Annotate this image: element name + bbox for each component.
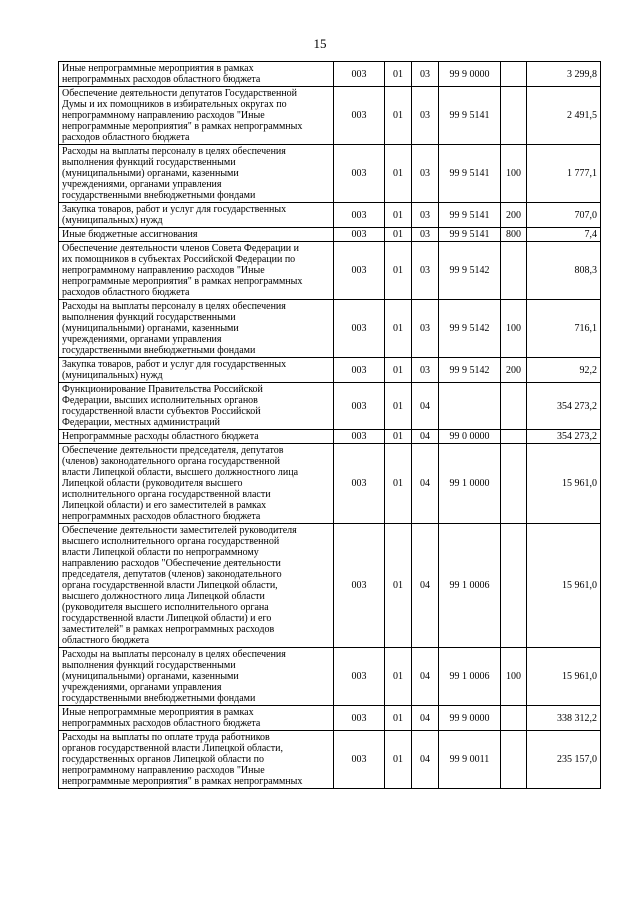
expense-name-line: Расходы на выплаты по оплате труда работников	[62, 732, 270, 743]
cell-target-article-code: 99 1 0006	[439, 648, 501, 706]
expense-name-line: (муниципальными) органами, казенными	[62, 671, 239, 682]
cell-expense-name	[59, 62, 334, 87]
expense-name-line: власти Липецкой области, высшего должностного лица	[62, 467, 299, 478]
expense-name-line: Липецкой области) и его заместителей в рамках	[62, 500, 267, 511]
cell-target-article-code: 99 9 5141	[439, 203, 501, 228]
expense-name-line: Закупка товаров, работ и услуг для государственных	[62, 359, 287, 370]
cell-target-article-code	[439, 383, 501, 430]
expense-name-line: (членов) законодательного органа государственной	[62, 456, 280, 467]
cell-subsection-code: 04	[412, 648, 439, 706]
cell-expense-type-code: 200	[501, 203, 527, 228]
expense-name-line: непрограммному направлению расходов "Иные	[62, 265, 265, 276]
cell-amount: 354 273,2	[527, 430, 601, 444]
cell-expense-type-code	[501, 731, 527, 789]
cell-section-code: 01	[385, 524, 412, 648]
cell-expense-name	[59, 203, 334, 228]
cell-target-article-code: 99 9 5141	[439, 145, 501, 203]
cell-ministry-code: 003	[334, 145, 385, 203]
expense-name-line: высшего исполнительного органа государственной	[62, 536, 280, 547]
expense-name-line: органа государственной власти Липецкой области,	[62, 580, 278, 591]
cell-expense-type-code: 100	[501, 648, 527, 706]
cell-target-article-code: 99 9 5142	[439, 242, 501, 300]
cell-expense-type-code	[501, 444, 527, 524]
cell-section-code: 01	[385, 358, 412, 383]
cell-expense-name	[59, 706, 334, 731]
cell-amount: 338 312,2	[527, 706, 601, 731]
table-row	[59, 358, 601, 383]
cell-expense-type-code	[501, 87, 527, 145]
cell-target-article-code: 99 9 0000	[439, 62, 501, 87]
expense-name-line: выполнения функций государственными	[62, 660, 236, 671]
expense-name-line: государственных органов Липецкой области по	[62, 754, 265, 765]
cell-expense-name	[59, 358, 334, 383]
cell-section-code: 01	[385, 203, 412, 228]
cell-expense-type-code	[501, 242, 527, 300]
cell-expense-name	[59, 145, 334, 203]
cell-ministry-code: 003	[334, 648, 385, 706]
expense-name-line: (муниципальными) органами, казенными	[62, 168, 239, 179]
cell-target-article-code: 99 0 0000	[439, 430, 501, 444]
expense-name-line: учреждениями, органами управления	[62, 682, 222, 693]
expense-name-line: (муниципальных) нужд	[62, 370, 163, 381]
cell-section-code: 01	[385, 145, 412, 203]
cell-expense-name	[59, 228, 334, 242]
cell-amount: 92,2	[527, 358, 601, 383]
cell-amount: 7,4	[527, 228, 601, 242]
cell-expense-name	[59, 383, 334, 430]
table-row	[59, 242, 601, 300]
cell-target-article-code: 99 1 0000	[439, 444, 501, 524]
cell-section-code: 01	[385, 444, 412, 524]
cell-section-code: 01	[385, 62, 412, 87]
cell-section-code: 01	[385, 383, 412, 430]
expense-name-line: (руководителя высшего исполнительного органа	[62, 602, 269, 613]
cell-subsection-code: 03	[412, 62, 439, 87]
cell-ministry-code: 003	[334, 87, 385, 145]
cell-ministry-code: 003	[334, 62, 385, 87]
cell-subsection-code: 03	[412, 242, 439, 300]
cell-expense-name	[59, 524, 334, 648]
cell-amount: 15 961,0	[527, 444, 601, 524]
expense-name-line: их помощников в субъектах Российской Федерации по	[62, 254, 296, 265]
expense-name-line: государственной власти субъектов Российской	[62, 406, 261, 417]
cell-expense-type-code: 200	[501, 358, 527, 383]
cell-expense-type-code	[501, 383, 527, 430]
cell-subsection-code: 04	[412, 731, 439, 789]
cell-amount: 808,3	[527, 242, 601, 300]
budget-table-body	[59, 62, 601, 789]
expense-name-line: непрограммному направлению расходов "Иные	[62, 110, 265, 121]
cell-section-code: 01	[385, 242, 412, 300]
cell-expense-type-code	[501, 430, 527, 444]
expense-name-line: государственными внебюджетными фондами	[62, 190, 256, 201]
table-row	[59, 383, 601, 430]
table-row	[59, 444, 601, 524]
table-row	[59, 228, 601, 242]
expense-name-line: исполнительного органа государственной власти	[62, 489, 271, 500]
expense-name-line: непрограммные мероприятия" в рамках непрограммных	[62, 276, 303, 287]
cell-target-article-code: 99 9 5141	[439, 87, 501, 145]
table-row	[59, 731, 601, 789]
cell-amount: 15 961,0	[527, 524, 601, 648]
expense-name-line: Думы и их помощников в избирательных округах по	[62, 99, 287, 110]
cell-subsection-code: 03	[412, 87, 439, 145]
expense-name-line: Иные непрограммные мероприятия в рамках	[62, 707, 254, 718]
cell-expense-name	[59, 430, 334, 444]
cell-target-article-code: 99 9 5142	[439, 300, 501, 358]
expense-name-line: Обеспечение деятельности депутатов Государственной	[62, 88, 298, 99]
expense-name-line: государственной власти Липецкой области) и его	[62, 613, 272, 624]
table-row	[59, 300, 601, 358]
cell-section-code: 01	[385, 648, 412, 706]
table-row	[59, 62, 601, 87]
expense-name-line: Липецкой области (руководителя высшего	[62, 478, 243, 489]
cell-expense-name	[59, 648, 334, 706]
cell-subsection-code: 03	[412, 300, 439, 358]
budget-table	[58, 61, 601, 789]
expense-name-line: государственными внебюджетными фондами	[62, 693, 256, 704]
cell-subsection-code: 04	[412, 706, 439, 731]
expense-name-line: расходов областного бюджета	[62, 287, 190, 298]
expense-name-line: непрограммных расходов областного бюджета	[62, 74, 261, 85]
expense-name-line: Функционирование Правительства Российской	[62, 384, 263, 395]
cell-amount: 3 299,8	[527, 62, 601, 87]
cell-amount: 2 491,5	[527, 87, 601, 145]
cell-expense-type-code	[501, 62, 527, 87]
cell-ministry-code: 003	[334, 358, 385, 383]
cell-amount: 15 961,0	[527, 648, 601, 706]
cell-ministry-code: 003	[334, 242, 385, 300]
table-row	[59, 648, 601, 706]
cell-target-article-code: 99 9 5142	[439, 358, 501, 383]
expense-name-line: выполнения функций государственными	[62, 312, 236, 323]
expense-name-line: Федерации, высших исполнительных органов	[62, 395, 258, 406]
cell-subsection-code: 04	[412, 383, 439, 430]
expense-name-line: Непрограммные расходы областного бюджета	[62, 431, 259, 442]
expense-name-line: Обеспечение деятельности заместителей руководителя	[62, 525, 297, 536]
expense-name-line: Иные непрограммные мероприятия в рамках	[62, 63, 254, 74]
cell-target-article-code: 99 1 0006	[439, 524, 501, 648]
expense-name-line: учреждениями, органами управления	[62, 334, 222, 345]
expense-name-line: Расходы на выплаты персоналу в целях обеспечения	[62, 146, 286, 157]
cell-subsection-code: 04	[412, 444, 439, 524]
cell-ministry-code: 003	[334, 731, 385, 789]
expense-name-line: Закупка товаров, работ и услуг для государственных	[62, 204, 287, 215]
expense-name-line: председателя, депутатов (членов) законодательного	[62, 569, 282, 580]
cell-section-code: 01	[385, 430, 412, 444]
expense-name-line: органов государственной власти Липецкой области,	[62, 743, 283, 754]
cell-amount: 354 273,2	[527, 383, 601, 430]
expense-name-line: областного бюджета	[62, 635, 150, 646]
cell-amount: 1 777,1	[527, 145, 601, 203]
cell-subsection-code: 03	[412, 145, 439, 203]
expense-name-line: непрограммные мероприятия" в рамках непрограммных	[62, 776, 303, 787]
expense-name-line: непрограммные мероприятия" в рамках непрограммных	[62, 121, 303, 132]
table-row	[59, 706, 601, 731]
expense-name-line: Иные бюджетные ассигнования	[62, 229, 198, 240]
expense-name-line: власти Липецкой области по непрограммному	[62, 547, 259, 558]
expense-name-line: непрограммных расходов областного бюджета	[62, 511, 261, 522]
expense-name-line: Расходы на выплаты персоналу в целях обеспечения	[62, 301, 286, 312]
cell-ministry-code: 003	[334, 430, 385, 444]
expense-name-line: непрограммных расходов областного бюджета	[62, 718, 261, 729]
cell-section-code: 01	[385, 731, 412, 789]
expense-name-line: Федерации, местных администраций	[62, 417, 220, 428]
cell-ministry-code: 003	[334, 203, 385, 228]
expense-name-line: расходов областного бюджета	[62, 132, 190, 143]
page-number: 15	[313, 36, 327, 51]
cell-expense-type-code	[501, 706, 527, 731]
cell-ministry-code: 003	[334, 444, 385, 524]
cell-expense-name	[59, 731, 334, 789]
cell-ministry-code: 003	[334, 228, 385, 242]
expense-name-line: Расходы на выплаты персоналу в целях обеспечения	[62, 649, 286, 660]
cell-subsection-code: 03	[412, 203, 439, 228]
cell-subsection-code: 03	[412, 228, 439, 242]
cell-amount: 707,0	[527, 203, 601, 228]
expense-name-line: Обеспечение деятельности председателя, депутатов	[62, 445, 284, 456]
cell-expense-type-code	[501, 524, 527, 648]
cell-section-code: 01	[385, 87, 412, 145]
cell-target-article-code: 99 9 0011	[439, 731, 501, 789]
table-row	[59, 524, 601, 648]
cell-section-code: 01	[385, 300, 412, 358]
cell-subsection-code: 04	[412, 524, 439, 648]
expense-name-line: государственными внебюджетными фондами	[62, 345, 256, 356]
cell-target-article-code: 99 9 0000	[439, 706, 501, 731]
cell-amount: 716,1	[527, 300, 601, 358]
table-row	[59, 430, 601, 444]
expense-name-line: направлению расходов "Обеспечение деятельности	[62, 558, 281, 569]
expense-name-line: непрограммному направлению расходов "Иные	[62, 765, 265, 776]
cell-target-article-code: 99 9 5141	[439, 228, 501, 242]
cell-subsection-code: 04	[412, 430, 439, 444]
table-row	[59, 203, 601, 228]
cell-expense-name	[59, 444, 334, 524]
expense-name-line: Обеспечение деятельности членов Совета Федерации и	[62, 243, 300, 254]
cell-ministry-code: 003	[334, 524, 385, 648]
cell-expense-type-code: 100	[501, 300, 527, 358]
cell-subsection-code: 03	[412, 358, 439, 383]
cell-amount: 235 157,0	[527, 731, 601, 789]
expense-name-line: высшего должностного лица Липецкой области	[62, 591, 265, 602]
cell-expense-name	[59, 300, 334, 358]
expense-name-line: учреждениями, органами управления	[62, 179, 222, 190]
table-row	[59, 87, 601, 145]
cell-ministry-code: 003	[334, 706, 385, 731]
cell-expense-name	[59, 87, 334, 145]
cell-section-code: 01	[385, 706, 412, 731]
cell-expense-type-code: 800	[501, 228, 527, 242]
expense-name-line: (муниципальными) органами, казенными	[62, 323, 239, 334]
cell-expense-name	[59, 242, 334, 300]
expense-name-line: (муниципальных) нужд	[62, 215, 163, 226]
cell-expense-type-code: 100	[501, 145, 527, 203]
expense-name-line: заместителей" в рамках непрограммных расходов	[62, 624, 275, 635]
expense-name-line: выполнения функций государственными	[62, 157, 236, 168]
cell-section-code: 01	[385, 228, 412, 242]
cell-ministry-code: 003	[334, 383, 385, 430]
table-row	[59, 145, 601, 203]
cell-ministry-code: 003	[334, 300, 385, 358]
